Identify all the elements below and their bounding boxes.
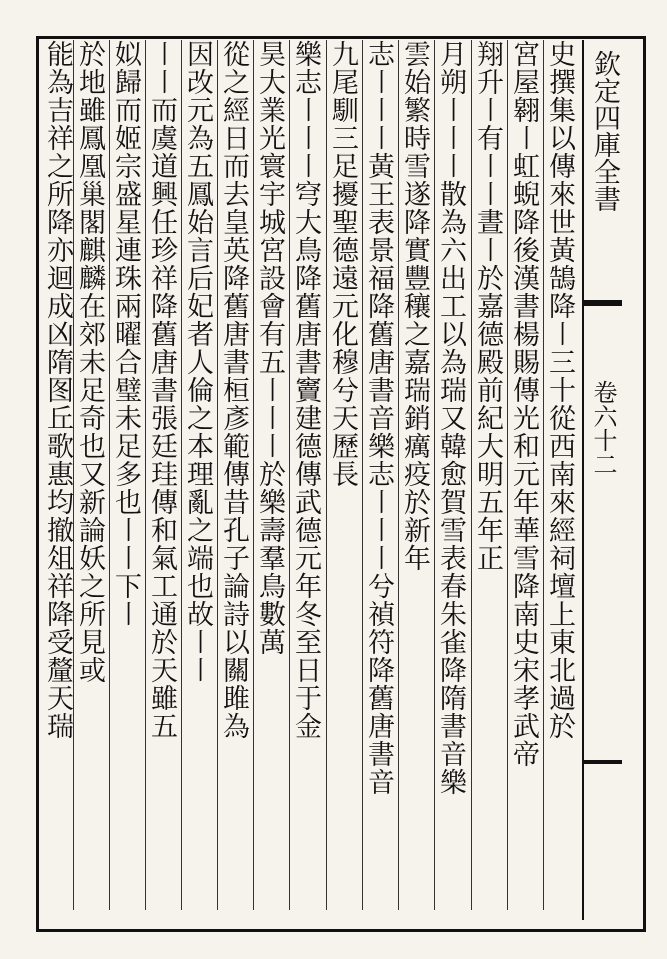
column-rule xyxy=(398,40,399,910)
text-column: 翔升〡有〡〡晝〡於嘉德殿前紀大明五年正 xyxy=(472,40,503,572)
text-column: 月朔〡〡〡散為六出工以為瑞又韓愈賀雪表春朱雀降隋書音樂 xyxy=(435,40,466,796)
text-column: 昊大業光寰宇城宮設會有五〡〡〡於樂壽羣鳥數萬 xyxy=(254,40,285,656)
column-rule xyxy=(145,40,146,910)
text-column: 能為吉祥之所降亦迴成凶隋图丘歌惠均撤俎祥降受釐天瑞 xyxy=(42,40,73,740)
column-rule xyxy=(253,40,254,910)
column-rule xyxy=(109,40,110,910)
column-rule xyxy=(471,40,472,910)
text-column: 因改元為五鳳始言后妃者人倫之本理亂之端也故〡〡 xyxy=(182,40,213,684)
column-rule xyxy=(217,40,218,910)
juan-number: 卷六十二 xyxy=(589,380,617,476)
column-rule xyxy=(507,40,508,910)
margin-rule xyxy=(584,760,622,764)
text-column: 宮屋翱〡虹蜺降後漢書楊賜傳光和元年華雪降南史宋孝武帝 xyxy=(508,40,539,768)
column-rule xyxy=(362,40,363,910)
text-column: 從之經日而去皇英降舊唐書桓彥範傳昔孔子論詩以關雎為 xyxy=(218,40,249,740)
column-rule xyxy=(434,40,435,910)
text-column: 史撰集以傳來世黃鵠降〡三十從西南來經祠壇上東北過於 xyxy=(544,40,575,740)
column-rule xyxy=(289,40,290,910)
column-rule xyxy=(181,40,182,910)
text-column: 〡〡而虞道興任珍祥降舊唐書張廷珪傳和氣工通於天雖五 xyxy=(146,40,177,740)
text-column: 九尾馴三足擾聖德遠元化穆兮天歷長 xyxy=(327,40,358,488)
column-rule xyxy=(543,40,544,910)
column-rule xyxy=(73,40,74,910)
text-column: 志〡〡〡黃王表景福降舊唐書音樂志〡〡〡兮禎符降舊唐書音 xyxy=(363,40,394,796)
book-title: 欽定四庫全書 xyxy=(589,50,620,212)
fishtail-mark xyxy=(584,300,622,326)
text-column: 雲始繁時雪遂降實豐穰之嘉瑞銷癘疫於新年 xyxy=(399,40,430,572)
text-column: 於地雖鳳凰巢閣麒麟在郊未足奇也又新論妖之所見或 xyxy=(74,40,105,684)
column-rule xyxy=(326,40,327,910)
text-column: 樂志〡〡〡穹大鳥降舊唐書竇建德傳武德元年冬至日于金 xyxy=(290,40,321,740)
text-column: 姒歸而姬宗盛星連珠兩曜合璧未足多也〡〡下〡 xyxy=(110,40,141,628)
